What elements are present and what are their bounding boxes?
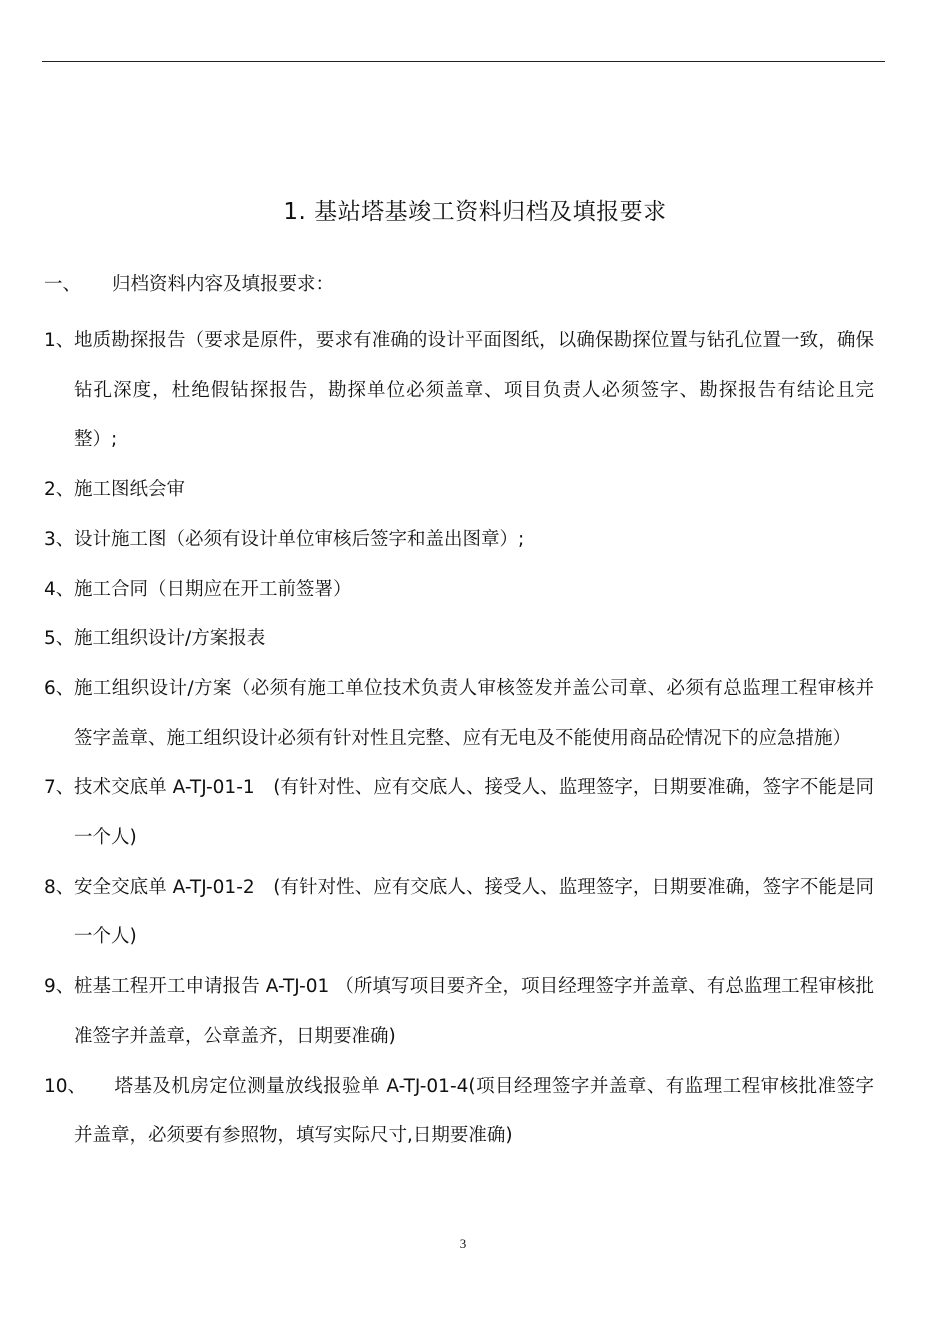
section-heading [44, 271, 334, 299]
page-number: 3 [459, 1236, 467, 1251]
list-item [44, 664, 874, 763]
list-item-text: 技术交底单 A-TJ-01-1 (有针对性、应有交底人、接受人、监理签字，日期要准确，签字不能是同一个人) [74, 777, 874, 849]
list-item-number: 3、 [44, 528, 75, 550]
list-item-number: 7、 [44, 777, 75, 799]
requirements-list [44, 316, 874, 1161]
list-item-text: 施工合同（日期应在开工前签署） [74, 578, 352, 600]
list-item [44, 316, 874, 465]
list-item-text: 施工组织设计/方案（必须有施工单位技术负责人审核签发并盖公司章、必须有总监理工程审核并签字盖章、施工组织设计必须有针对性且完整、应有无电及不能使用商品砼情况下的应急措施） [74, 677, 874, 749]
list-item [44, 1062, 874, 1161]
list-item-number: 5、 [44, 628, 75, 650]
list-item-number: 8、 [44, 876, 75, 898]
list-item-number: 1、 [44, 330, 75, 351]
list-item [44, 962, 874, 1061]
list-item-text: 施工组织设计/方案报表 [74, 628, 266, 650]
list-item [44, 465, 874, 515]
list-item-text: 地质勘探报告（要求是原件，要求有准确的设计平面图纸，以确保勘探位置与钻孔位置一致，确保钻孔深度，杜绝假钻探报告，勘探单位必须盖章、项目负责人必须签字、勘探报告有结论且完整）; [74, 330, 874, 451]
list-item [44, 863, 874, 962]
list-item-number: 2、 [44, 479, 75, 501]
list-item-number: 6、 [44, 677, 75, 699]
document-title: 1. 基站塔基竣工资料归档及填报要求 [283, 199, 667, 225]
list-item-number: 4、 [44, 578, 75, 600]
list-item [44, 763, 874, 862]
list-item [44, 515, 874, 565]
section-heading-text: 归档资料内容及填报要求： [112, 274, 335, 295]
list-item-number: 9、 [44, 976, 75, 998]
list-item-number: 10、 [44, 1075, 87, 1097]
section-number: 一、 [44, 274, 82, 295]
list-item-text: 安全交底单 A-TJ-01-2 (有针对性、应有交底人、接受人、监理签字，日期要准确，签字不能是同一个人) [74, 876, 874, 948]
list-item-text: 施工图纸会审 [74, 479, 186, 501]
list-item-text: 桩基工程开工申请报告 A-TJ-01 （所填写项目要齐全，项目经理签字并盖章、有总监理工程审核批准签字并盖章，公章盖齐，日期要准确) [74, 976, 874, 1047]
list-item-text: 设计施工图（必须有设计单位审核后签字和盖出图章）; [74, 528, 525, 550]
list-item [44, 565, 874, 615]
list-item [44, 614, 874, 664]
header-rule [42, 61, 885, 62]
list-item-text: 塔基及机房定位测量放线报验单 A-TJ-01-4(项目经理签字并盖章、有监理工程审核批准签字并盖章，必须要有参照物，填写实际尺寸,日期要准确) [74, 1075, 874, 1147]
